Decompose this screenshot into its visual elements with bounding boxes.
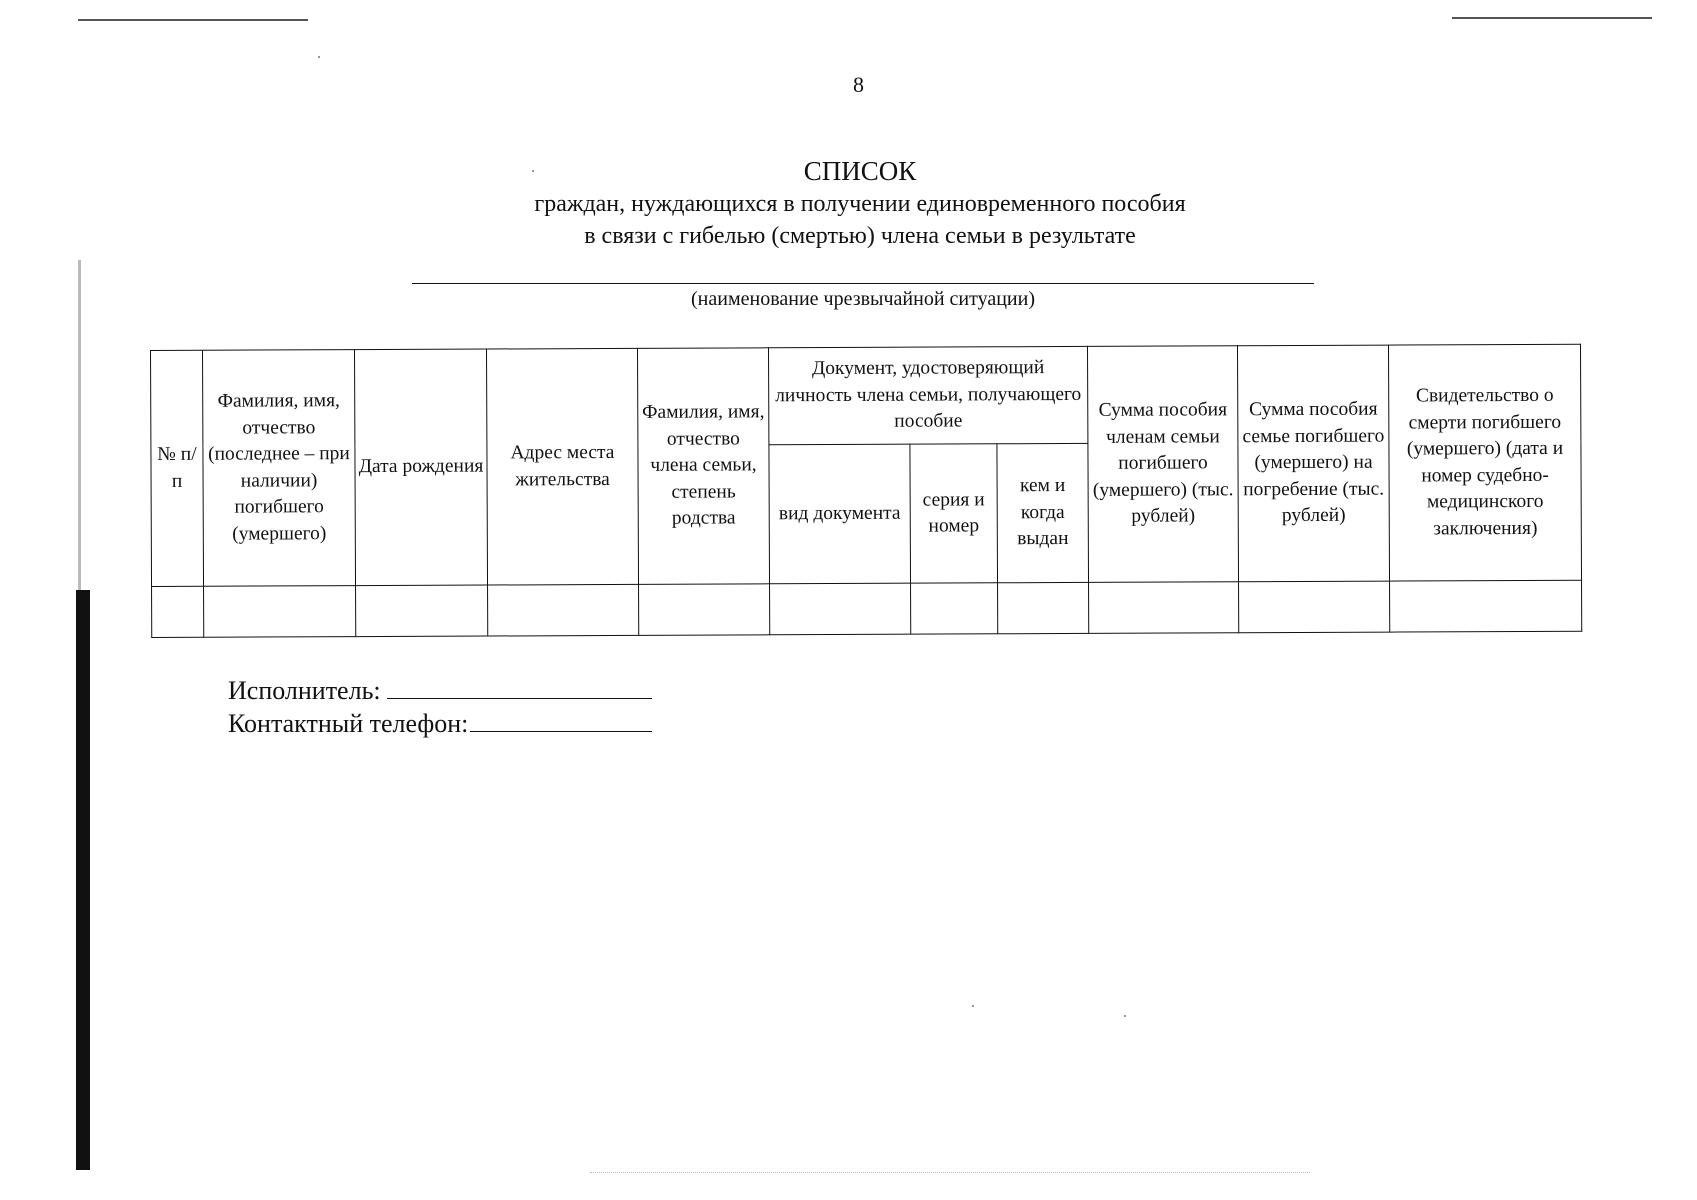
table-cell[interactable] bbox=[152, 586, 204, 637]
table-cell[interactable] bbox=[356, 585, 488, 637]
table-cell[interactable] bbox=[639, 584, 770, 636]
header-benefit-family: Сумма пособия членам семьи погибшего (умершего) (тыс. рублей) bbox=[1088, 346, 1239, 583]
title-heading: СПИСОК bbox=[803, 156, 917, 186]
emergency-name-caption: (наименование чрезвычайной ситуации) bbox=[691, 288, 1035, 310]
scan-speck bbox=[318, 56, 320, 58]
executor-line bbox=[228, 674, 652, 707]
table-header-row bbox=[151, 344, 1581, 447]
scan-edge-top-left bbox=[78, 19, 308, 21]
citizens-table-wrapper bbox=[150, 344, 1581, 638]
phone-label: Контактный телефон: bbox=[228, 709, 469, 738]
header-death-certificate: Свидетельство о смерти погибшего (умершего) (дата и номер судебно-медицинского заключения) bbox=[1389, 344, 1582, 581]
table-cell[interactable] bbox=[1239, 581, 1390, 633]
scan-speck bbox=[1124, 1015, 1126, 1017]
table-cell[interactable] bbox=[770, 583, 911, 635]
document-title bbox=[420, 154, 1300, 252]
header-doc-series: серия и номер bbox=[910, 444, 998, 583]
binding-strip bbox=[76, 590, 90, 1170]
table-cell[interactable] bbox=[1390, 580, 1582, 632]
emergency-name-blank-line[interactable] bbox=[412, 283, 1314, 284]
executor-blank-line[interactable] bbox=[387, 674, 652, 699]
executor-label: Исполнитель: bbox=[228, 676, 381, 705]
header-doc-issued: кем и когда выдан bbox=[997, 443, 1089, 582]
scan-speck bbox=[972, 1005, 974, 1007]
header-address: Адрес места жительства bbox=[486, 348, 638, 585]
page-number: 8 bbox=[853, 72, 864, 97]
scan-edge-bottom bbox=[590, 1172, 1310, 1173]
table-cell[interactable] bbox=[1089, 582, 1239, 634]
title-line-1: граждан, нуждающихся в получении единовременного пособия bbox=[534, 191, 1186, 217]
table-cell[interactable] bbox=[911, 583, 998, 634]
header-doc-type: вид документа bbox=[769, 444, 911, 584]
table-cell[interactable] bbox=[488, 584, 639, 636]
header-deceased-name: Фамилия, имя, отчество (последнее – при наличии) погибшего (умершего) bbox=[203, 350, 356, 587]
phone-line bbox=[228, 707, 652, 740]
header-benefit-burial: Сумма пособия семье погибшего (умершего) на погребение (тыс. рублей) bbox=[1238, 345, 1390, 582]
table-row bbox=[152, 580, 1582, 637]
header-identity-document: Документ, удостоверяющий личность члена семьи, получающего пособие bbox=[768, 346, 1087, 444]
binding-shadow bbox=[78, 260, 81, 590]
header-family-member: Фамилия, имя, отчество члена семьи, степень родства bbox=[637, 348, 769, 585]
title-line-2: в связи с гибелью (смертью) члена семьи в результате bbox=[584, 223, 1136, 249]
phone-blank-line[interactable] bbox=[470, 707, 652, 732]
scan-edge-top-right bbox=[1452, 17, 1652, 19]
table-cell[interactable] bbox=[204, 586, 356, 638]
citizens-table bbox=[150, 344, 1582, 638]
footer-signature-block bbox=[228, 674, 652, 740]
table-cell[interactable] bbox=[998, 582, 1089, 633]
header-number: № п/п bbox=[151, 350, 204, 586]
header-birth-date: Дата рождения bbox=[355, 349, 488, 586]
